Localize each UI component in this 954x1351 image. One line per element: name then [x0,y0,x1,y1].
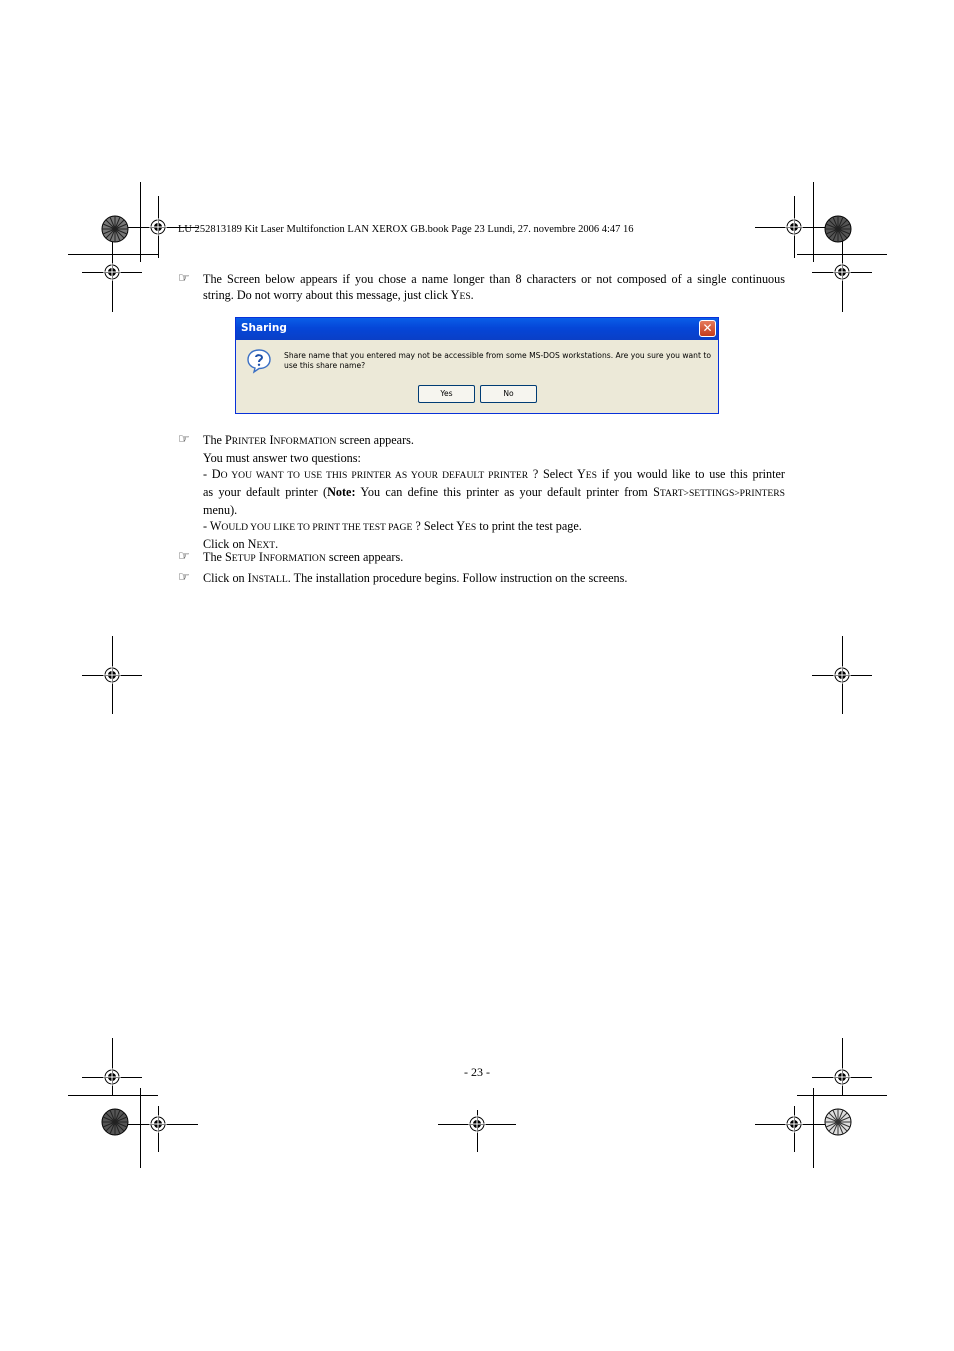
registration-target-icon [103,263,121,281]
dialog-title: Sharing [241,322,287,334]
paragraph-printer-information: The PRINTER INFORMATION screen appears. You must answer two questions: - DO YOU WANT TO USE THIS PRINTER AS YOUR DEFAULT PRINTER ? Select YES if you would like to use this printer as your default printer (Note: You can define this printer as your default printer from START>SETTINGS>PRINTERS menu). - WOULD YOU LIKE TO PRINT THE TEST PAGE ? Select YES to print the test page. Click on NEXT. [203,433,785,551]
registration-target-icon [149,1115,167,1133]
question-icon [246,348,272,374]
book-header: LU 252813189 Kit Laser Multifonction LAN XEROX GB.book Page 23 Lundi, 27. novembre 2006 4:47 16 [178,224,634,235]
pointing-hand-icon: ☞ [178,271,190,286]
starburst-mark-icon [101,215,129,243]
registration-target-icon [833,666,851,684]
pointing-hand-icon: ☞ [178,570,190,585]
no-button[interactable]: No [480,385,537,403]
sharing-dialog [235,317,719,414]
starburst-mark-icon [101,1108,129,1136]
registration-target-icon [833,263,851,281]
registration-target-icon [785,218,803,236]
starburst-mark-icon [824,1108,852,1136]
registration-target-icon [785,1115,803,1133]
starburst-mark-icon [824,215,852,243]
pointing-hand-icon: ☞ [178,432,190,447]
page-number: - 23 - [464,1065,490,1079]
registration-target-icon [103,666,121,684]
close-button[interactable]: ✕ [699,320,716,337]
registration-target-icon [149,218,167,236]
dialog-message: Share name that you entered may not be accessible from some MS-DOS workstations. Are you sure you want to use this share name? [284,351,712,370]
paragraph-install: Click on INSTALL. The installation procedure begins. Follow instruction on the screens. [203,571,628,585]
pointing-hand-icon: ☞ [178,549,190,564]
dialog-titlebar [236,318,718,340]
paragraph-setup-information: The SETUP INFORMATION screen appears. [203,550,404,564]
registration-target-icon [468,1115,486,1133]
yes-button[interactable]: Yes [418,385,475,403]
paragraph-screen-note: The Screen below appears if you chose a name longer than 8 characters or not composed of a single continuous string. Do not worry about this message, just click YES. [203,272,785,302]
